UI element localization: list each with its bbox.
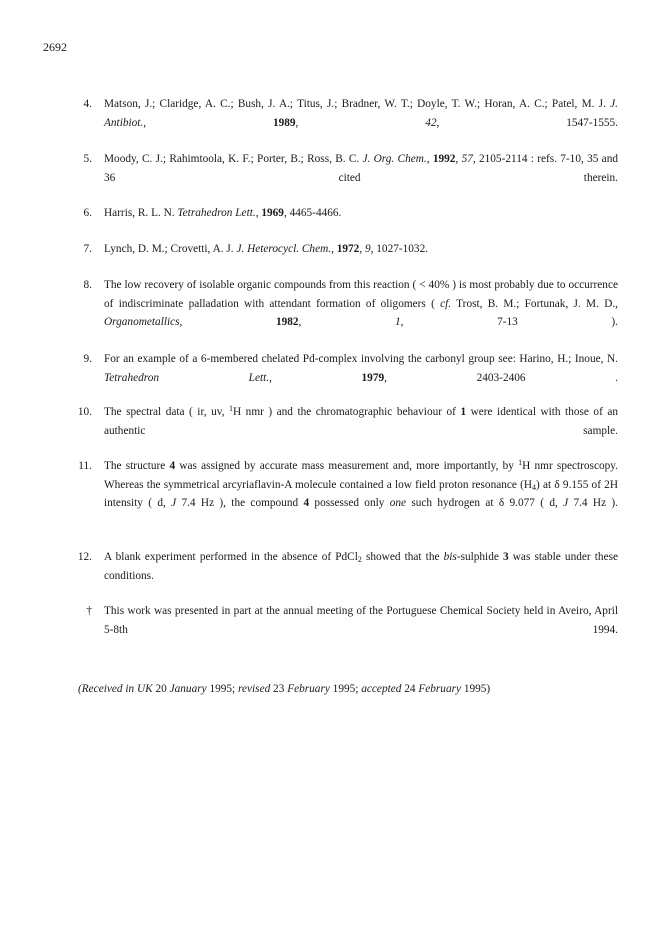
received-dates bbox=[78, 683, 490, 695]
reference-text-run: J. Heterocycl. Chem. bbox=[236, 243, 332, 255]
reference-text-run: , 1027-1032. bbox=[370, 243, 429, 255]
reference-number: 10. bbox=[77, 406, 92, 418]
reference-text bbox=[104, 95, 618, 151]
reference-text-run: Tetrahedron Lett. bbox=[104, 371, 270, 384]
reference-text-run: 42 bbox=[425, 116, 437, 129]
reference-text-run: The spectral data ( ir, uv, bbox=[104, 406, 229, 418]
reference-text-run: , bbox=[143, 116, 273, 129]
reference-text-run: 1979 bbox=[361, 371, 385, 384]
reference-item bbox=[70, 276, 618, 350]
reference-text-run: 7.4 Hz ), the compound bbox=[176, 497, 304, 509]
reference-text-run: -sulphide bbox=[456, 551, 503, 563]
reference-text-run: , bbox=[426, 153, 433, 165]
reference-text-run: H nmr ) and the chromatographic behaviour of bbox=[233, 406, 461, 418]
reference-text-run: 1 bbox=[229, 404, 233, 413]
reference-text-run: ) at δ 9.155 of 2H intensity ( d, bbox=[104, 478, 618, 509]
reference-item bbox=[70, 95, 618, 151]
reference-text-run: , 2403-2406 . bbox=[384, 371, 618, 384]
reference-text-run: J. Antibiot. bbox=[104, 98, 618, 129]
reference-text-run: Tetrahedron Lett. bbox=[177, 207, 256, 219]
reference-text-run: , bbox=[295, 116, 426, 129]
received-run: 1995; bbox=[206, 683, 239, 695]
reference-number: 4. bbox=[83, 98, 92, 110]
reference-item bbox=[70, 457, 618, 531]
reference-text-run: such hydrogen at δ 9.077 ( d, bbox=[406, 497, 564, 509]
reference-text-run: 2 bbox=[357, 555, 362, 564]
reference-text-run: one bbox=[389, 497, 407, 509]
received-run: accepted bbox=[361, 683, 402, 695]
reference-text-run: , bbox=[298, 316, 395, 328]
received-run: 1995) bbox=[461, 683, 491, 695]
reference-text bbox=[104, 403, 618, 459]
reference-text-run: , bbox=[331, 243, 337, 255]
reference-text-run: , 2105-2114 : refs. 7-10, 35 and 36 cited therein. bbox=[104, 153, 618, 184]
reference-text bbox=[104, 276, 618, 350]
reference-text bbox=[104, 602, 618, 658]
reference-text-run: Organometallics bbox=[104, 316, 180, 328]
received-run: 24 bbox=[401, 683, 419, 695]
reference-text-run: 1 bbox=[394, 316, 401, 328]
reference-text-run: The low recovery of isolable organic compounds from this reaction ( < 40% ) is most probably due to occurrence of indiscriminate palladation with attendant formation of oligomers ( bbox=[104, 279, 618, 310]
reference-text-run: 4 bbox=[303, 497, 310, 509]
reference-text-run: 1989 bbox=[272, 116, 296, 129]
reference-text-run: , 4465-4466. bbox=[283, 207, 342, 219]
reference-text-run: J. Org. Chem. bbox=[362, 153, 427, 165]
received-run: January bbox=[169, 683, 207, 695]
reference-text-run: , 7-13 ). bbox=[400, 316, 618, 328]
reference-item bbox=[70, 150, 618, 206]
reference-text-run: H nmr spectroscopy. Whereas the symmetrical arcyriaflavin-A molecule contained a low field proton resonance (H bbox=[104, 460, 619, 491]
reference-text-run: 9 bbox=[364, 243, 371, 255]
reference-text-run: was assigned by accurate mass measurement and, more importantly, by bbox=[175, 460, 519, 472]
reference-text-run: 1972 bbox=[336, 243, 360, 255]
reference-text-run: were identical with those of an authentic sample. bbox=[104, 406, 618, 437]
reference-item bbox=[70, 204, 618, 223]
received-run: revised bbox=[238, 683, 271, 695]
page-number: 2692 bbox=[43, 40, 67, 54]
received-run: February bbox=[418, 683, 462, 695]
reference-text-run: This work was presented in part at the annual meeting of the Portuguese Chemical Society held in Aveiro, April 5-8th 1994. bbox=[104, 605, 618, 636]
reference-number: 8. bbox=[83, 279, 92, 291]
reference-text-run: , bbox=[179, 316, 276, 328]
reference-text-run: , 1547-1555. bbox=[436, 116, 618, 129]
reference-text bbox=[104, 150, 618, 206]
reference-number: 6. bbox=[83, 207, 92, 219]
reference-text-run: bis bbox=[443, 551, 457, 563]
received-run: (Received in UK bbox=[78, 683, 153, 695]
received-run: February bbox=[287, 683, 330, 695]
reference-text-run: 1982 bbox=[275, 316, 299, 328]
reference-text-run: , bbox=[359, 243, 365, 255]
reference-text-run: Lynch, D. M.; Crovetti, A. J. bbox=[104, 243, 237, 255]
reference-text bbox=[104, 457, 618, 531]
reference-number: † bbox=[86, 605, 92, 617]
reference-text-run: , bbox=[255, 207, 262, 219]
reference-text-run: For an example of a 6-membered chelated Pd-complex involving the carbonyl group see: Harino, H.; Inoue, N. bbox=[104, 353, 618, 365]
reference-item bbox=[70, 548, 618, 604]
reference-item bbox=[70, 240, 618, 259]
reference-text-run: cf. bbox=[440, 297, 452, 310]
reference-text-run: possessed only bbox=[309, 497, 390, 509]
reference-item bbox=[70, 350, 618, 406]
reference-text bbox=[104, 350, 618, 406]
reference-number: 7. bbox=[83, 243, 92, 255]
reference-text-run: A blank experiment performed in the absence of PdCl bbox=[104, 551, 358, 563]
reference-item bbox=[70, 403, 618, 459]
reference-text-run: , bbox=[455, 153, 462, 165]
reference-text bbox=[104, 240, 618, 259]
reference-text-run: Moody, C. J.; Rahimtoola, K. F.; Porter, B.; Ross, B. C. bbox=[104, 153, 363, 165]
received-run: 20 bbox=[152, 683, 170, 695]
reference-text-run: 4 bbox=[169, 460, 176, 472]
reference-item bbox=[70, 602, 618, 658]
reference-number: 12. bbox=[77, 551, 92, 563]
reference-text-run: 1969 bbox=[261, 207, 284, 219]
reference-text-run: 1 bbox=[518, 458, 523, 467]
reference-text-run: Matson, J.; Claridge, A. C.; Bush, J. A.; Titus, J.; Bradner, W. T.; Doyle, T. W.; Horan, A. C.; Patel, M. J. bbox=[104, 98, 611, 110]
reference-number: 5. bbox=[83, 153, 92, 165]
reference-text-run: , bbox=[269, 371, 362, 384]
reference-text-run: 57 bbox=[461, 153, 473, 165]
reference-text-run: was stable under these conditions. bbox=[104, 551, 618, 582]
reference-text-run: 4 bbox=[532, 482, 537, 492]
reference-text bbox=[104, 548, 618, 604]
received-run: 1995; bbox=[329, 683, 362, 695]
reference-number: 11. bbox=[78, 460, 92, 472]
reference-number: 9. bbox=[83, 353, 92, 365]
reference-text-run: showed that the bbox=[361, 551, 444, 563]
reference-text-run: J bbox=[563, 497, 569, 509]
reference-text-run: 3 bbox=[502, 551, 509, 563]
reference-text-run: J bbox=[171, 497, 177, 509]
received-run: 23 bbox=[270, 683, 288, 695]
reference-text bbox=[104, 204, 618, 223]
reference-text-run: 1 bbox=[460, 406, 467, 418]
reference-text-run: The structure bbox=[104, 460, 170, 472]
reference-text-run: Trost, B. M.; Fortunak, J. M. D., bbox=[451, 297, 618, 310]
reference-text-run: Harris, R. L. N. bbox=[104, 207, 178, 219]
reference-text-run: 1992 bbox=[432, 153, 456, 165]
reference-text-run: 7.4 Hz ). bbox=[568, 497, 618, 509]
